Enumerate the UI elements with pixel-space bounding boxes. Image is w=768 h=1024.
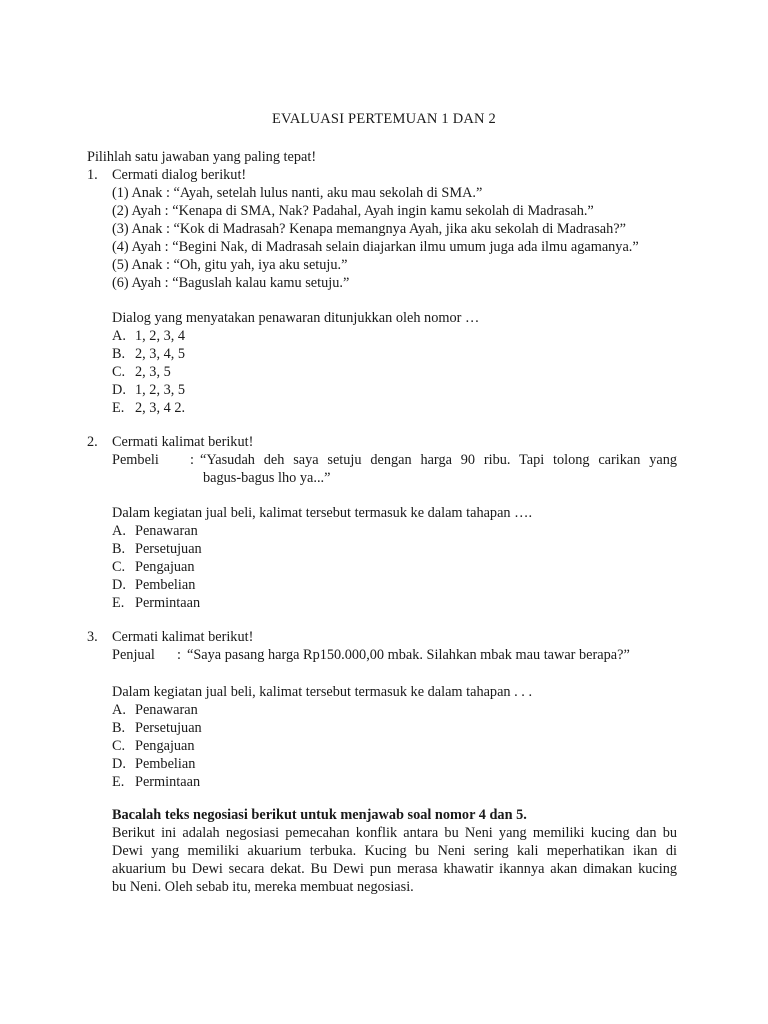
question-text: Dalam kegiatan jual beli, kalimat tersebut termasuk ke dalam tahapan ….: [112, 505, 533, 521]
option-text: Persetujuan: [135, 720, 202, 736]
page-title: EVALUASI PERTEMUAN 1 DAN 2: [272, 111, 496, 127]
instruction: Pilihlah satu jawaban yang paling tepat!: [87, 149, 317, 165]
option-letter: B.: [112, 720, 126, 736]
question-3-prompt: [87, 628, 677, 646]
passage-line: Dewi yang memiliki akuarium terbuka. Kucing bu Neni sering kali meperhatikan ikan di: [112, 843, 677, 859]
option-text: 2, 3, 4 2.: [135, 400, 186, 416]
option-text: Permintaan: [135, 595, 201, 611]
option-letter: C.: [112, 559, 126, 575]
passage-line: Berikut ini adalah negosiasi pemecahan konflik antara bu Neni yang memiliki kucing dan bu: [112, 825, 677, 841]
option-text: Pengajuan: [135, 738, 195, 754]
answer-option[interactable]: [112, 381, 672, 399]
answer-option[interactable]: [112, 701, 672, 719]
option-text: Pembelian: [135, 756, 196, 772]
option-letter: D.: [112, 577, 126, 593]
question-1-prompt: [87, 166, 687, 184]
option-text: 1, 2, 3, 5: [135, 382, 186, 398]
answer-option[interactable]: [112, 327, 672, 345]
option-text: Pengajuan: [135, 559, 195, 575]
option-text: Pembelian: [135, 577, 196, 593]
option-letter: B.: [112, 346, 126, 362]
dialog-line: (6) Ayah : “Baguslah kalau kamu setuju.”: [112, 275, 350, 291]
option-letter: D.: [112, 756, 126, 772]
answer-option[interactable]: [112, 345, 672, 363]
option-text: Permintaan: [135, 774, 201, 790]
answer-option[interactable]: [112, 719, 672, 737]
reading-passage: [112, 806, 677, 896]
speaker-quote: [87, 646, 677, 664]
question-2-block: [87, 433, 677, 487]
question-3-block: [87, 628, 677, 664]
option-letter: E.: [112, 774, 125, 790]
dialog-line: (3) Anak : “Kok di Madrasah? Kenapa memangnya Ayah, jika aku sekolah di Madrasah?”: [112, 221, 626, 237]
prompt-text: Cermati kalimat berikut!: [112, 629, 254, 645]
passage-line: bu Neni. Oleh sebab itu, mereka membuat negosiasi.: [112, 879, 414, 895]
answer-option[interactable]: [112, 755, 672, 773]
quote-line: “Yasudah deh saya setuju dengan harga 90 ribu. Tapi tolong carikan yang: [200, 452, 677, 468]
question-2-prompt: [87, 433, 677, 451]
speaker-colon: :: [177, 647, 181, 663]
answer-option[interactable]: [112, 540, 672, 558]
dialog-line: (4) Ayah : “Begini Nak, di Madrasah selain diajarkan ilmu umum juga ada ilmu agamanya.”: [112, 239, 639, 255]
quote-text: “Saya pasang harga Rp150.000,00 mbak. Silahkan mbak mau tawar berapa?”: [187, 647, 630, 663]
dialog-list: [87, 184, 687, 292]
option-text: Penawaran: [135, 523, 198, 539]
quote-text: [200, 451, 677, 487]
option-text: Penawaran: [135, 702, 198, 718]
quote-line: bagus-bagus lho ya...”: [203, 470, 331, 486]
question-1-block: [87, 148, 687, 292]
speaker-name: Penjual: [112, 647, 155, 663]
option-letter: E.: [112, 400, 125, 416]
passage-line: akuarium bu Dewi secara dekat. Bu Dewi pun merasa khawatir ikannya akan dimakan kucing: [112, 861, 677, 877]
dialog-line: (1) Anak : “Ayah, setelah lulus nanti, aku mau sekolah di SMA.”: [112, 185, 483, 201]
prompt-text: Cermati dialog berikut!: [112, 167, 247, 183]
dialog-line: (5) Anak : “Oh, gitu yah, iya aku setuju.”: [112, 257, 348, 273]
answer-option[interactable]: [112, 576, 672, 594]
question-number: 3.: [87, 629, 98, 645]
dialog-line: (2) Ayah : “Kenapa di SMA, Nak? Padahal, Ayah ingin kamu sekolah di Madrasah.”: [112, 203, 594, 219]
speaker-quote: [87, 451, 677, 487]
option-letter: E.: [112, 595, 125, 611]
answer-option[interactable]: [112, 558, 672, 576]
question-text: Dialog yang menyatakan penawaran ditunjukkan oleh nomor …: [112, 310, 480, 326]
answer-option[interactable]: [112, 594, 672, 612]
question-3-options: [112, 683, 672, 791]
question-text: Dalam kegiatan jual beli, kalimat tersebut termasuk ke dalam tahapan . . .: [112, 684, 533, 700]
option-letter: A.: [112, 328, 126, 344]
speaker-colon: :: [190, 452, 194, 468]
answer-option[interactable]: [112, 399, 672, 417]
option-text: Persetujuan: [135, 541, 202, 557]
option-text: 2, 3, 5: [135, 364, 171, 380]
answer-option[interactable]: [112, 737, 672, 755]
question-number: 2.: [87, 434, 98, 450]
reading-heading: Bacalah teks negosiasi berikut untuk menjawab soal nomor 4 dan 5.: [112, 807, 527, 823]
prompt-text: Cermati kalimat berikut!: [112, 434, 254, 450]
speaker-name: Pembeli: [112, 452, 159, 468]
option-letter: A.: [112, 702, 126, 718]
option-letter: D.: [112, 382, 126, 398]
option-text: 2, 3, 4, 5: [135, 346, 186, 362]
question-1-options: [112, 309, 672, 417]
option-letter: C.: [112, 738, 126, 754]
answer-option[interactable]: [112, 522, 672, 540]
answer-option[interactable]: [112, 363, 672, 381]
answer-option[interactable]: [112, 773, 672, 791]
question-2-options: [112, 504, 672, 612]
option-text: 1, 2, 3, 4: [135, 328, 186, 344]
question-number: 1.: [87, 167, 98, 183]
option-letter: C.: [112, 364, 126, 380]
option-letter: B.: [112, 541, 126, 557]
option-letter: A.: [112, 523, 126, 539]
